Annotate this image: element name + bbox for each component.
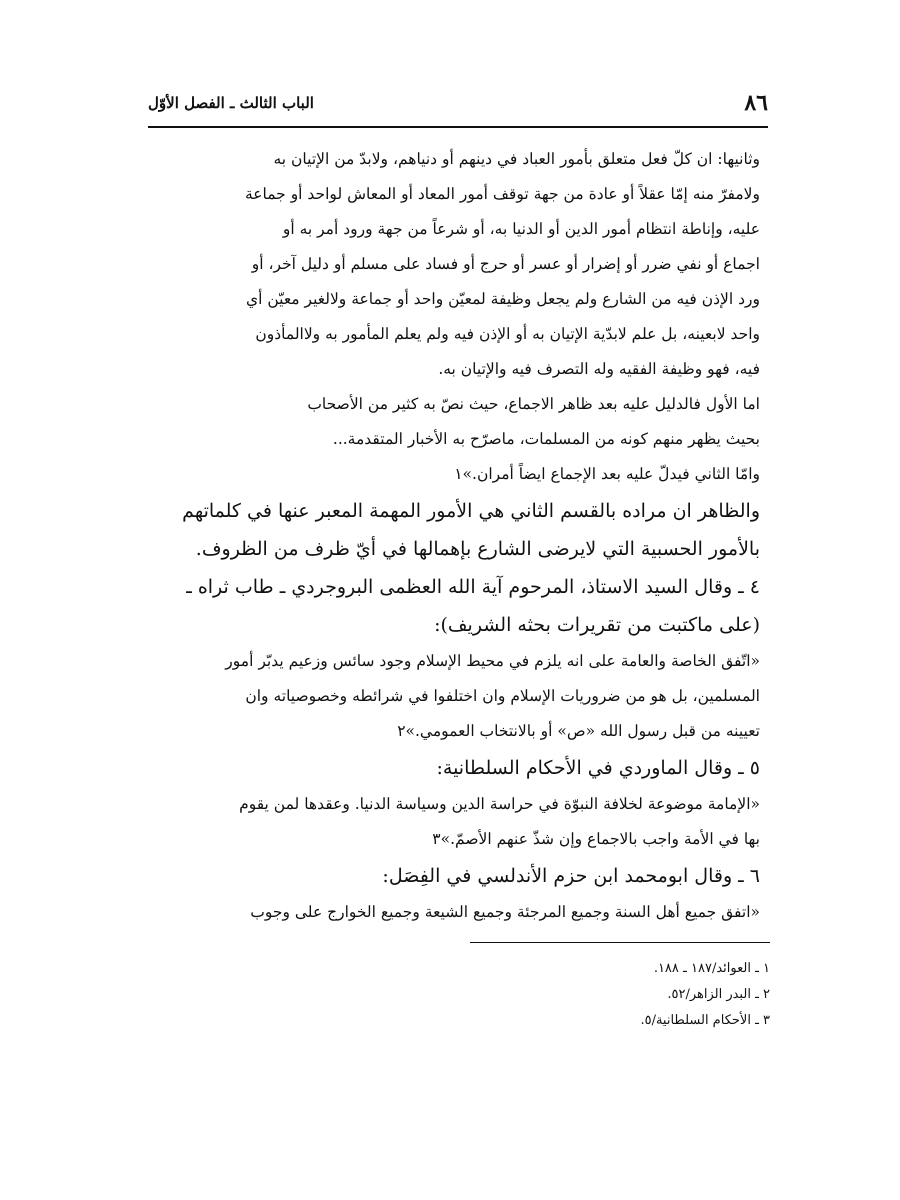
chapter-title: الباب الثالث ـ الفصل الأوّل [148, 94, 314, 112]
text-line: واحد لابعينه، بل علم لابدّية الإتيان به أو الإذن فيه ولم يعلم المأمور به ولاالمأذون [255, 325, 760, 343]
quote-line: «اتفق جميع أهل السنة وجميع المرجئة وجميع الشيعة وجميع الخوارج على وجوب [250, 903, 760, 921]
text-line: ورد الإذن فيه من الشارع ولم يجعل وظيفة لمعيّن واحد أو جماعة ولالغير معيّن أي [245, 290, 760, 308]
text-line: وثانيها: ان كلّ فعل متعلق بأمور العباد في دينهم أو دنياهم، ولابدّ من الإتيان به [273, 150, 760, 168]
quote-line: المسلمين، بل هو من ضروريات الإسلام وان اختلفوا في شرائطه وخصوصياته وان [245, 687, 760, 705]
quote-line: «الإمامة موضوعة لخلافة النبوّة في حراسة الدين وسياسة الدنيا. وعقدها لمن يقوم [239, 795, 760, 813]
text-line: اجماع أو نفي ضرر أو إضرار أو عسر أو حرج أو فساد على مسلم أو دليل آخر، أو [251, 255, 760, 273]
text-line: بالأمور الحسبية التي لايرضى الشارع بإهمالها في أيّ ظرف من الظروف. [195, 538, 760, 560]
text-line: عليه، وإناطة انتظام أمور الدين أو الدنيا به، أو شرعاً من جهة ورود أمر به أو [282, 220, 760, 238]
text-line: ولامفرّ منه إمّا عقلاً أو عادة من جهة توقف أمور المعاد أو المعاش لواحد أو جماعة [244, 185, 760, 203]
header-divider [148, 126, 768, 128]
text-line: وامّا الثاني فيدلّ عليه بعد الإجماع ايضاً أمران.»١ [454, 465, 760, 483]
footnote-divider [470, 942, 770, 943]
main-text [160, 142, 760, 930]
section-heading: ٥ ـ وقال الماوردي في الأحكام السلطانية: [436, 757, 760, 779]
text-line: بحيث يظهر منهم كونه من المسلمات، ماصرّح به الأخبار المتقدمة... [332, 430, 760, 448]
quote-line: تعيينه من قبل رسول الله «ص» أو بالانتخاب العمومي.»٢ [397, 722, 760, 740]
text-line: والظاهر ان مراده بالقسم الثاني هي الأمور المهمة المعبر عنها في كلماتهم [182, 500, 760, 522]
page-number: ٨٦ [744, 90, 768, 116]
text-line: اما الأول فالدليل عليه بعد ظاهر الاجماع، حيث نصّ به كثير من الأصحاب [307, 395, 760, 413]
footnote: ٣ ـ الأحكام السلطانية/٥. [640, 1013, 770, 1028]
quote-line: بها في الأمة واجب بالاجماع وإن شذّ عنهم الأصمّ.»٣ [432, 830, 760, 848]
text-line: فيه، فهو وظيفة الفقيه وله التصرف فيه والإتيان به. [438, 360, 760, 378]
footnote: ١ ـ العوائد/١٨٧ ـ ١٨٨. [653, 961, 770, 976]
running-header [148, 90, 768, 126]
footnote: ٢ ـ البدر الزاهر/٥٢. [667, 987, 770, 1002]
quote-line: «اتّفق الخاصة والعامة على انه يلزم في محيط الإسلام وجود سائس وزعيم يدبّر أمور [225, 652, 760, 670]
footnotes [470, 956, 770, 1034]
section-heading: ٤ ـ وقال السيد الاستاذ، المرحوم آية الله العظمى البروجردي ـ طاب ثراه ـ [186, 576, 760, 598]
section-heading: ٦ ـ وقال ابومحمد ابن حزم الأندلسي في الفِصَل: [382, 865, 760, 887]
section-heading: (على ماكتبت من تقريرات بحثه الشريف): [434, 614, 760, 636]
